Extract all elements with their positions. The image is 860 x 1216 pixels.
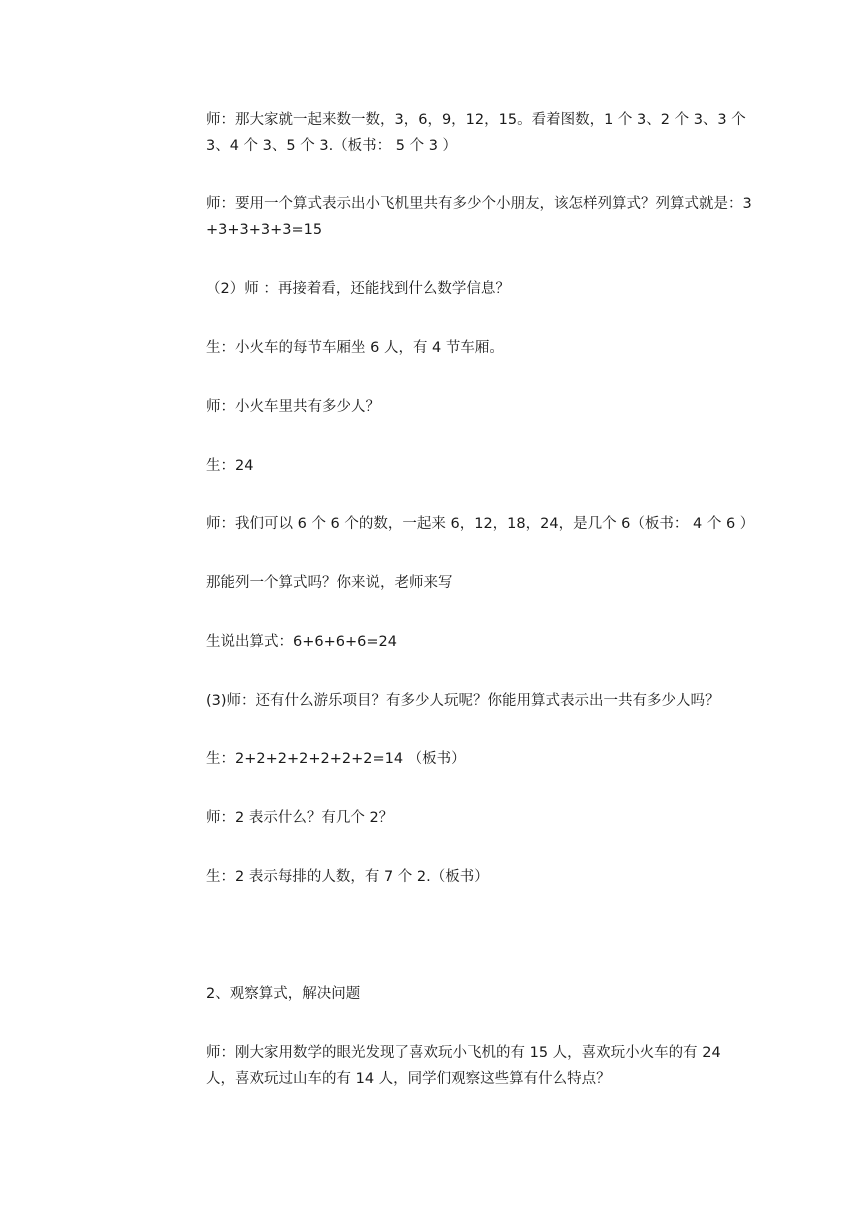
- section-heading-observe: 2、观察算式，解决问题: [206, 986, 361, 1002]
- paragraph-answer-24: 生：24: [206, 458, 254, 474]
- paragraph-train-info: 生：小火车的每节车厢坐 6 人，有 4 节车厢。: [206, 340, 504, 356]
- paragraph-counting-threes: 师：那大家就一起来数一数，3，6，9，12，15。看着图数，1 个 3、2 个 3、3 个 3、4 个 3、5 个 3.（板书： 5 个 3 ）: [206, 112, 751, 154]
- paragraph-what-two-means: 师：2 表示什么？有几个 2？: [206, 810, 394, 826]
- paragraph-observe-equations: 师：刚大家用数学的眼光发现了喜欢玩小飞机的有 15 人，喜欢玩小火车的有 24 人，喜欢玩过山车的有 14 人，同学们观察这些算有什么特点？: [206, 1045, 726, 1087]
- paragraph-train-equation: 生说出算式：6+6+6+6=24: [206, 634, 397, 650]
- paragraph-plane-equation: 师：要用一个算式表示出小飞机里共有多少个小朋友，该怎样列算式？列算式就是：3+3+3+3+3=15: [206, 196, 752, 238]
- paragraph-more-info: （2）师 ：再接着看，还能找到什么数学信息？: [206, 281, 510, 297]
- paragraph-counting-sixes: 师：我们可以 6 个 6 个的数，一起来 6，12，18，24，是几个 6（板书： 4 个 6 ）: [206, 516, 755, 532]
- paragraph-twos-equation: 生：2+2+2+2+2+2+2=14 （板书）: [206, 751, 466, 767]
- paragraph-write-equation: 那能列一个算式吗？你来说，老师来写: [206, 575, 453, 591]
- paragraph-train-question: 师：小火车里共有多少人？: [206, 399, 380, 415]
- paragraph-other-rides: (3)师：还有什么游乐项目？有多少人玩呢？你能用算式表示出一共有多少人吗？: [206, 693, 720, 709]
- paragraph-seven-twos: 生：2 表示每排的人数，有 7 个 2.（板书）: [206, 869, 489, 885]
